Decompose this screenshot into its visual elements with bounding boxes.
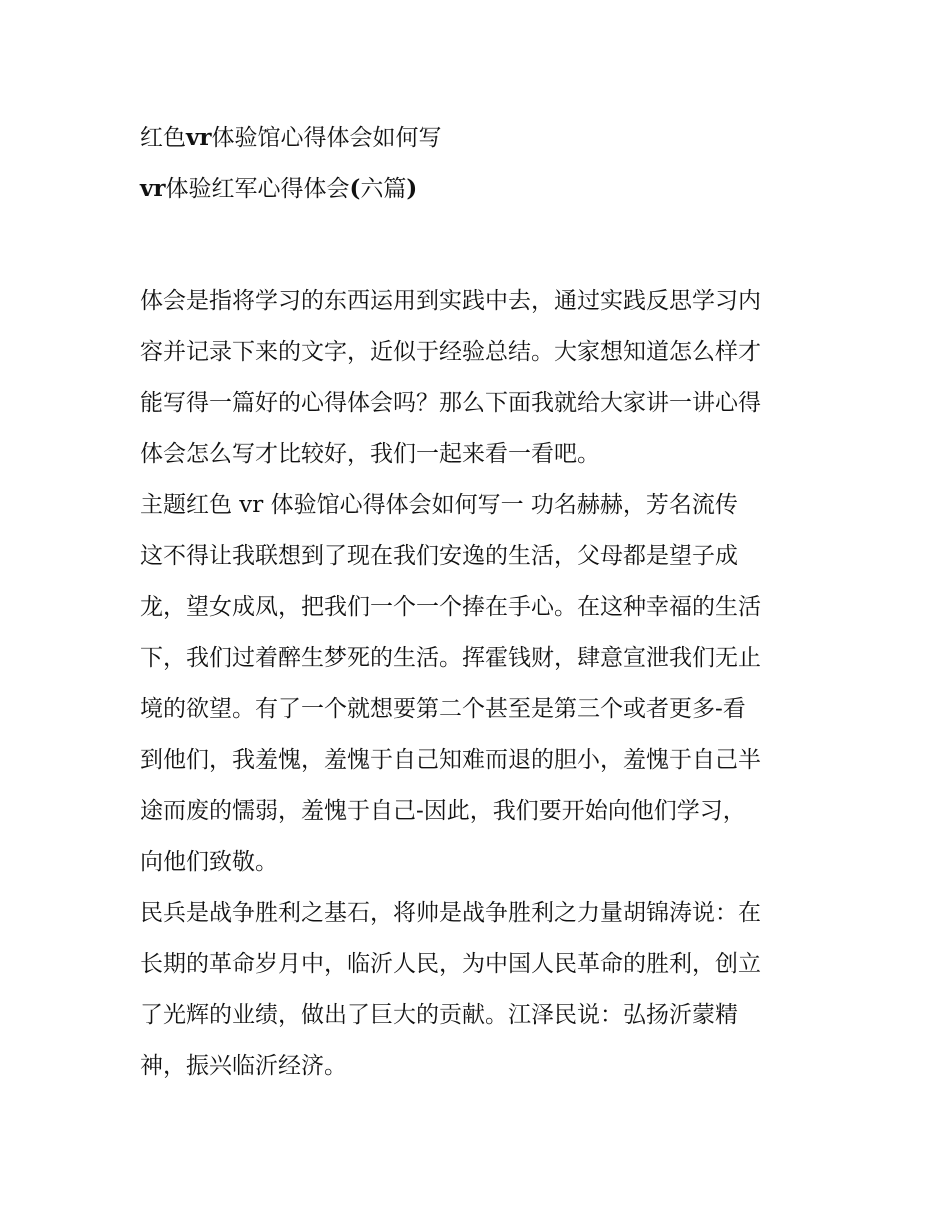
- title-line-2-bold-start: vr: [140, 175, 166, 202]
- paragraph-line: 神，振兴临沂经济。: [140, 1053, 347, 1079]
- paragraph-topic-one: [140, 480, 820, 888]
- paragraph-line: 下，我们过着醉生梦死的生活。挥霍钱财，肆意宣泄我们无止: [140, 645, 761, 671]
- paragraph-line: 体会怎么写才比较好，我们一起来看一看吧。: [140, 441, 600, 467]
- paragraph-line: 向他们致敬。: [140, 849, 278, 875]
- paragraph-line: 到他们，我羞愧，羞愧于自己知难而退的胆小，羞愧于自己半: [140, 747, 761, 773]
- paragraph-line: 体会是指将学习的东西运用到实践中去，通过实践反思学习内: [140, 288, 761, 314]
- paragraph-line: 容并记录下来的文字，近似于经验总结。大家想知道怎么样才: [140, 339, 761, 365]
- title-line-1: [140, 112, 830, 163]
- document-title: [140, 112, 830, 214]
- paragraph-line: 主题红色 vr 体验馆心得体会如何写一 功名赫赫，芳名流传: [140, 492, 738, 518]
- title-line-2: [140, 163, 830, 214]
- paragraph-line: 途而废的懦弱，羞愧于自己-因此，我们要开始向他们学习，: [140, 798, 746, 824]
- paragraph-intro: [140, 276, 820, 480]
- paragraph-line: 长期的革命岁月中，临沂人民，为中国人民革命的胜利，创立: [140, 951, 761, 977]
- title-line-2-bold-paren-open: (: [349, 175, 361, 202]
- document-body: [140, 276, 820, 1092]
- paragraph-line: 龙，望女成凤，把我们一个一个捧在手心。在这种幸福的生活: [140, 594, 761, 620]
- paragraph-line: 能写得一篇好的心得体会吗？那么下面我就给大家讲一讲心得: [140, 390, 761, 416]
- title-line-1-prefix: 红色: [140, 125, 186, 151]
- paragraph-line: 境的欲望。有了一个就想要第二个甚至是第三个或者更多-看: [140, 696, 746, 722]
- title-line-1-bold: vr: [186, 124, 212, 151]
- title-line-2-tail: 六篇: [360, 176, 407, 202]
- paragraph-militia: [140, 888, 820, 1092]
- paragraph-line: 民兵是战争胜利之基石，将帅是战争胜利之力量胡锦涛说：在: [140, 900, 761, 926]
- paragraph-line: 了光辉的业绩，做出了巨大的贡献。江泽民说：弘扬沂蒙精: [140, 1002, 738, 1028]
- title-line-2-bold-paren-close: ): [406, 175, 418, 202]
- title-line-1-suffix: 体验馆心得体会如何写: [211, 125, 442, 151]
- paragraph-line: 这不得让我联想到了现在我们安逸的生活，父母都是望子成: [140, 543, 738, 569]
- title-line-2-middle: 体验红军心得体会: [165, 176, 350, 202]
